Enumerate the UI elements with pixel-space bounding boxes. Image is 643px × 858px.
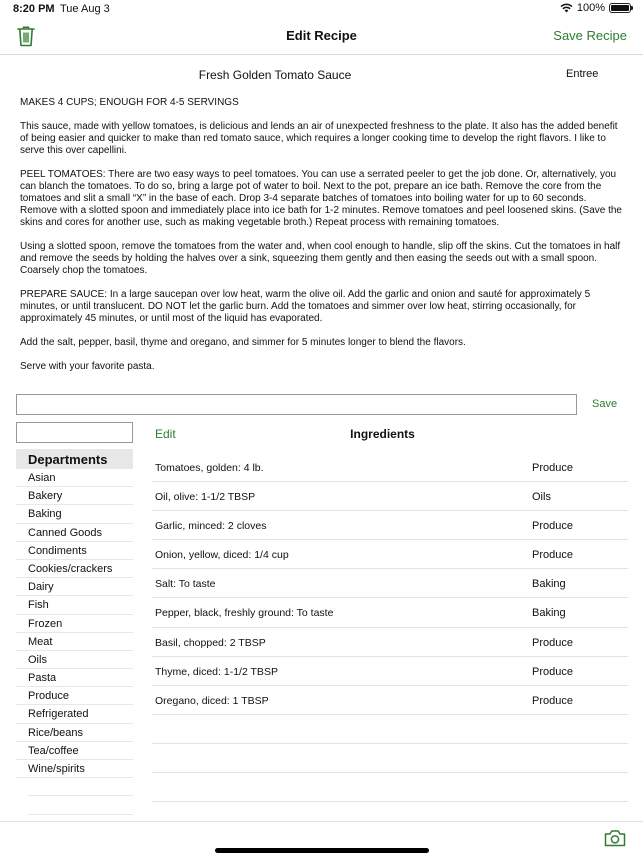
ingredient-name: Pepper, black, freshly ground: To taste: [155, 607, 334, 620]
status-time: 8:20 PM: [13, 3, 55, 15]
ingredient-department: Baking: [532, 578, 566, 591]
status-indicators: [560, 2, 631, 14]
ingredient-department: Produce: [532, 636, 573, 649]
ingredient-department: Baking: [532, 607, 566, 620]
department-item[interactable]: Rice/beans: [16, 724, 133, 742]
ingredient-department: Produce: [532, 462, 573, 474]
department-item[interactable]: Frozen: [16, 615, 133, 633]
recipe-paragraph: MAKES 4 CUPS; ENOUGH FOR 4-5 SERVINGS: [20, 97, 239, 108]
ingredients-list: [152, 453, 628, 802]
ingredient-row[interactable]: [152, 628, 628, 657]
recipe-paragraph: Add the salt, pepper, basil, thyme and oregano, and simmer for 5 minutes longer to blend the flavors.: [20, 337, 466, 348]
ingredient-row[interactable]: [152, 686, 628, 715]
department-item[interactable]: Cookies/crackers: [16, 560, 133, 578]
department-item[interactable]: Asian: [16, 469, 133, 487]
ingredient-department: Oils: [532, 491, 551, 504]
ingredient-name: Oil, olive: 1-1/2 TBSP: [155, 491, 256, 504]
ingredients-title: Ingredients: [350, 427, 415, 441]
battery-icon: [609, 3, 631, 13]
recipe-paragraph: Serve with your favorite pasta.: [20, 361, 155, 372]
ingredient-name: Thyme, diced: 1-1/2 TBSP: [155, 665, 278, 678]
ingredient-row[interactable]: [152, 540, 628, 569]
department-empty-row: [28, 796, 133, 814]
battery-fill: [611, 5, 629, 11]
ingredient-name: Garlic, minced: 2 cloves: [155, 520, 267, 533]
battery-percent: 100%: [576, 2, 605, 14]
recipe-title[interactable]: Fresh Golden Tomato Sauce: [198, 68, 352, 82]
department-search-input[interactable]: [16, 422, 133, 443]
ingredient-row[interactable]: [152, 657, 628, 686]
recipe-paragraph: Using a slotted spoon, remove the tomatoes from the water and, when cool enough to handle, slip off the skins. Cut the tomatoes in half and remove the seeds by holding the halves over a sink, squeezing them gently and then easing the seeds out with a small spoon. Coarsely chop the tomatoes.: [20, 241, 621, 276]
home-indicator: [215, 848, 429, 853]
department-item[interactable]: Tea/coffee: [16, 742, 133, 760]
ingredient-name: Oregano, diced: 1 TBSP: [155, 694, 269, 707]
department-item[interactable]: Condiments: [16, 542, 133, 560]
recipe-directions[interactable]: [20, 97, 626, 385]
camera-icon[interactable]: [604, 829, 626, 847]
ingredient-empty-row: [152, 773, 628, 802]
wifi-icon: [560, 3, 573, 13]
ingredient-department: Produce: [532, 665, 573, 678]
department-item[interactable]: Bakery: [16, 487, 133, 505]
ingredients-edit-button[interactable]: Edit: [155, 427, 176, 441]
ingredient-empty-row: [152, 715, 628, 744]
department-item[interactable]: Baking: [16, 505, 133, 523]
recipe-category[interactable]: Entree: [566, 68, 599, 80]
ingredient-name: Basil, chopped: 2 TBSP: [155, 636, 266, 649]
note-input[interactable]: [16, 394, 577, 415]
departments-list: [16, 449, 133, 815]
page-title: Edit Recipe: [286, 28, 357, 43]
ingredient-row[interactable]: [152, 453, 628, 482]
ingredient-department: Produce: [532, 694, 573, 707]
department-item[interactable]: Canned Goods: [16, 524, 133, 542]
ingredient-row[interactable]: [152, 482, 628, 511]
department-item[interactable]: Dairy: [16, 578, 133, 596]
toolbar-divider: [0, 821, 643, 822]
nav-bar: [0, 18, 643, 55]
recipe-paragraph: This sauce, made with yellow tomatoes, is delicious and lends an air of unexpected freshness to the plate. It also has the added benefit of being easier and quicker to make than red tomato sauce, which requires a longer cooking time to develop the right flavors. I like to serve this over capellini.: [20, 121, 618, 156]
ingredient-row[interactable]: [152, 511, 628, 540]
ingredient-row[interactable]: [152, 598, 628, 627]
status-bar: [0, 0, 643, 18]
departments-header: Departments: [16, 449, 133, 469]
ingredient-name: Salt: To taste: [155, 578, 216, 591]
recipe-paragraph: PREPARE SAUCE: In a large saucepan over low heat, warm the olive oil. Add the garlic and onion and sauté for approximately 5 minutes, or until translucent. DO NOT let the garlic burn. Add the tomatoes and simmer over low heat, stirring occasionally, for approximately 45 minutes, or until most of the liquid has evaporated.: [20, 289, 591, 324]
department-item[interactable]: Oils: [16, 651, 133, 669]
department-item[interactable]: Meat: [16, 633, 133, 651]
ingredient-department: Produce: [532, 520, 573, 533]
ingredient-row[interactable]: [152, 569, 628, 598]
ingredient-department: Produce: [532, 549, 573, 562]
department-empty-row: [28, 778, 133, 796]
ingredient-name: Tomatoes, golden: 4 lb.: [155, 462, 264, 474]
note-save-button[interactable]: Save: [592, 398, 618, 410]
department-item[interactable]: Refrigerated: [16, 705, 133, 723]
status-date: Tue Aug 3: [60, 3, 110, 15]
department-item[interactable]: Produce: [16, 687, 133, 705]
department-item[interactable]: Pasta: [16, 669, 133, 687]
ingredient-empty-row: [152, 744, 628, 773]
save-recipe-button[interactable]: Save Recipe: [553, 28, 627, 43]
recipe-paragraph: PEEL TOMATOES: There are two easy ways to peel tomatoes. You can use a serrated peeler to get the job done. Or, alternatively, you can blanch the tomatoes. To do so, bring a large pot of water to boil. Next to the pot, prepare an ice bath. Remove the core from the tomatoes and slit a small “X” in the base of each. Drop 3-4 separate batches of tomatoes into boiling water for up to 60 seconds. Remove with a slotted spoon and immediately place into ice bath for 1-2 minutes. Remove tomatoes and peel loosened skins. (Save the skins and cores for another use, such as making vegetable broth.) Repeat process with remaining tomatoes.: [20, 169, 622, 228]
department-item[interactable]: Fish: [16, 596, 133, 614]
ingredient-name: Onion, yellow, diced: 1/4 cup: [155, 549, 289, 562]
department-item[interactable]: Wine/spirits: [16, 760, 133, 778]
